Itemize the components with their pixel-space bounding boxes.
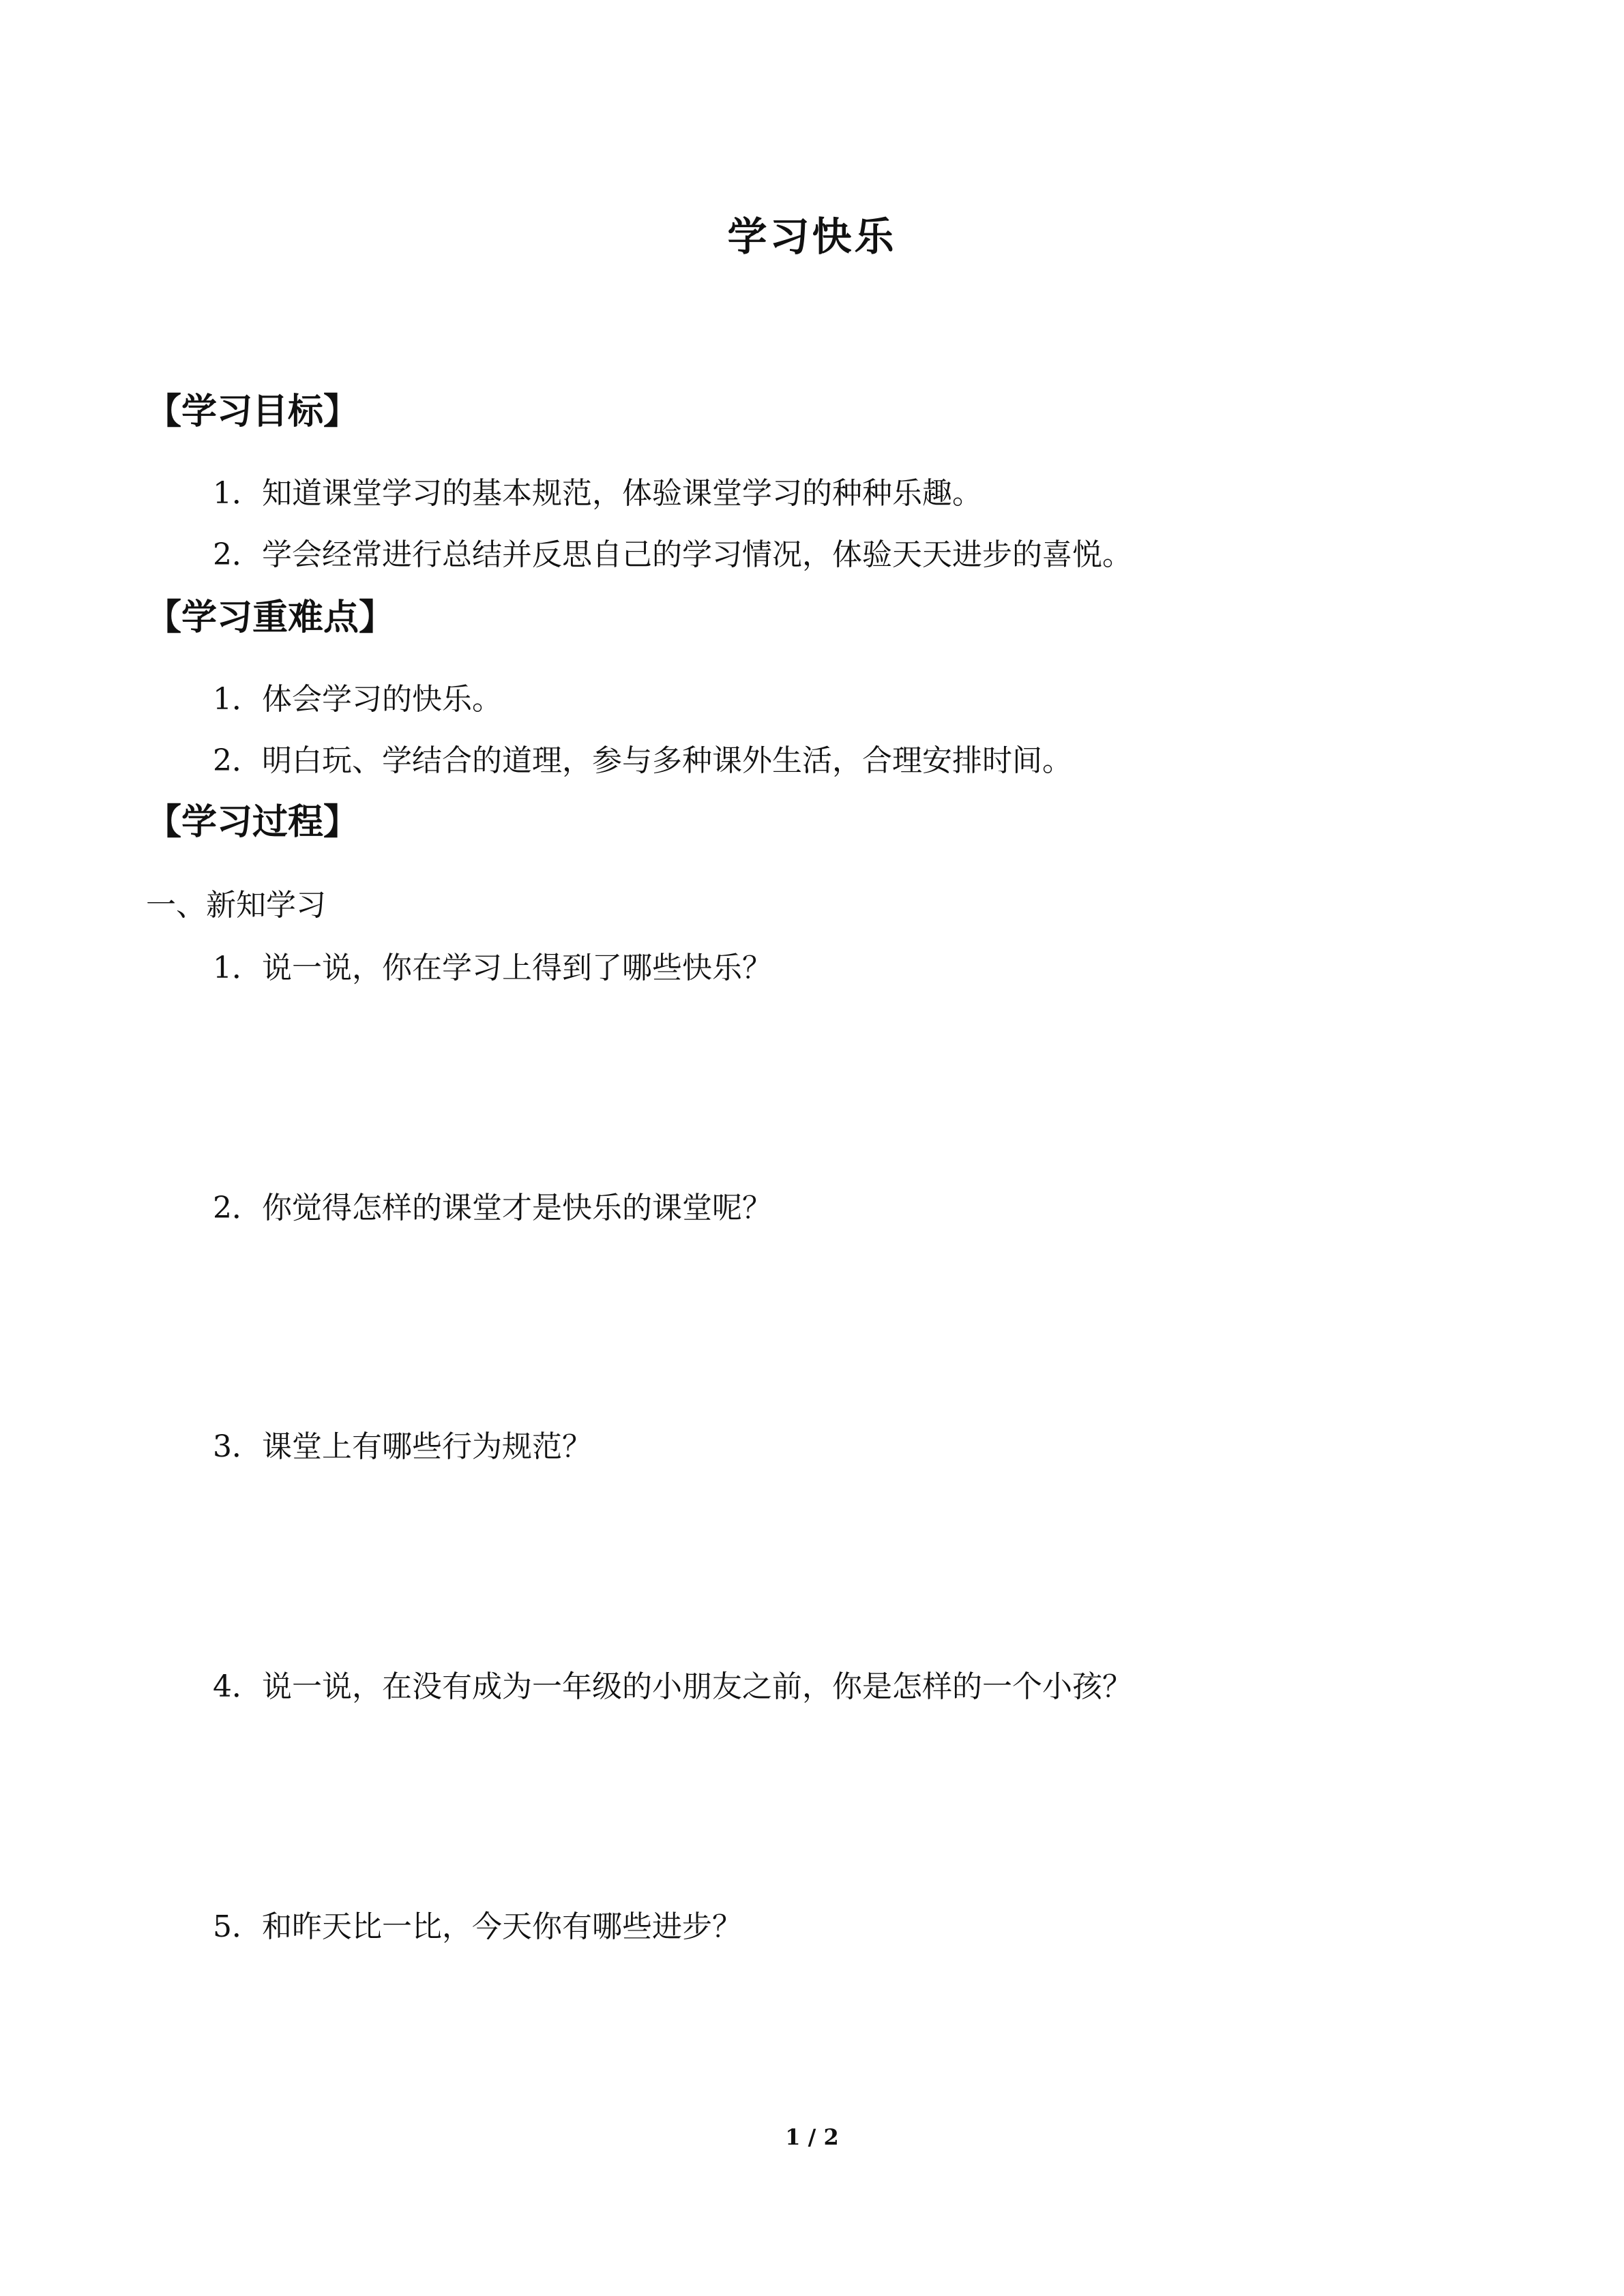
objective-item-1: 1．知道课堂学习的基本规范，体验课堂学习的种种乐趣。	[213, 476, 982, 511]
question-3: 3．课堂上有哪些行为规范？	[213, 1429, 592, 1464]
process-heading: 【学习过程】	[146, 801, 359, 843]
objectives-heading: 【学习目标】	[146, 391, 359, 432]
objective-item-2: 2．学会经常进行总结并反思自己的学习情况，体验天天进步的喜悦。	[213, 537, 1132, 572]
question-2: 2．你觉得怎样的课堂才是快乐的课堂呢？	[213, 1191, 772, 1225]
page-number: 1 / 2	[785, 2124, 839, 2150]
question-4: 4．说一说，在没有成为一年级的小朋友之前，你是怎样的一个小孩？	[213, 1669, 1132, 1704]
question-1: 1．说一说，你在学习上得到了哪些快乐？	[213, 951, 772, 985]
document-title: 学习快乐	[727, 213, 897, 260]
process-subsection: 一、新知学习	[146, 888, 326, 923]
key-point-item-2: 2．明白玩、学结合的道理，参与多种课外生活，合理安排时间。	[213, 743, 1072, 778]
key-points-heading: 【学习重难点】	[146, 597, 395, 638]
question-5: 5．和昨天比一比，今天你有哪些进步？	[213, 1909, 742, 1944]
key-point-item-1: 1．体会学习的快乐。	[213, 682, 502, 717]
